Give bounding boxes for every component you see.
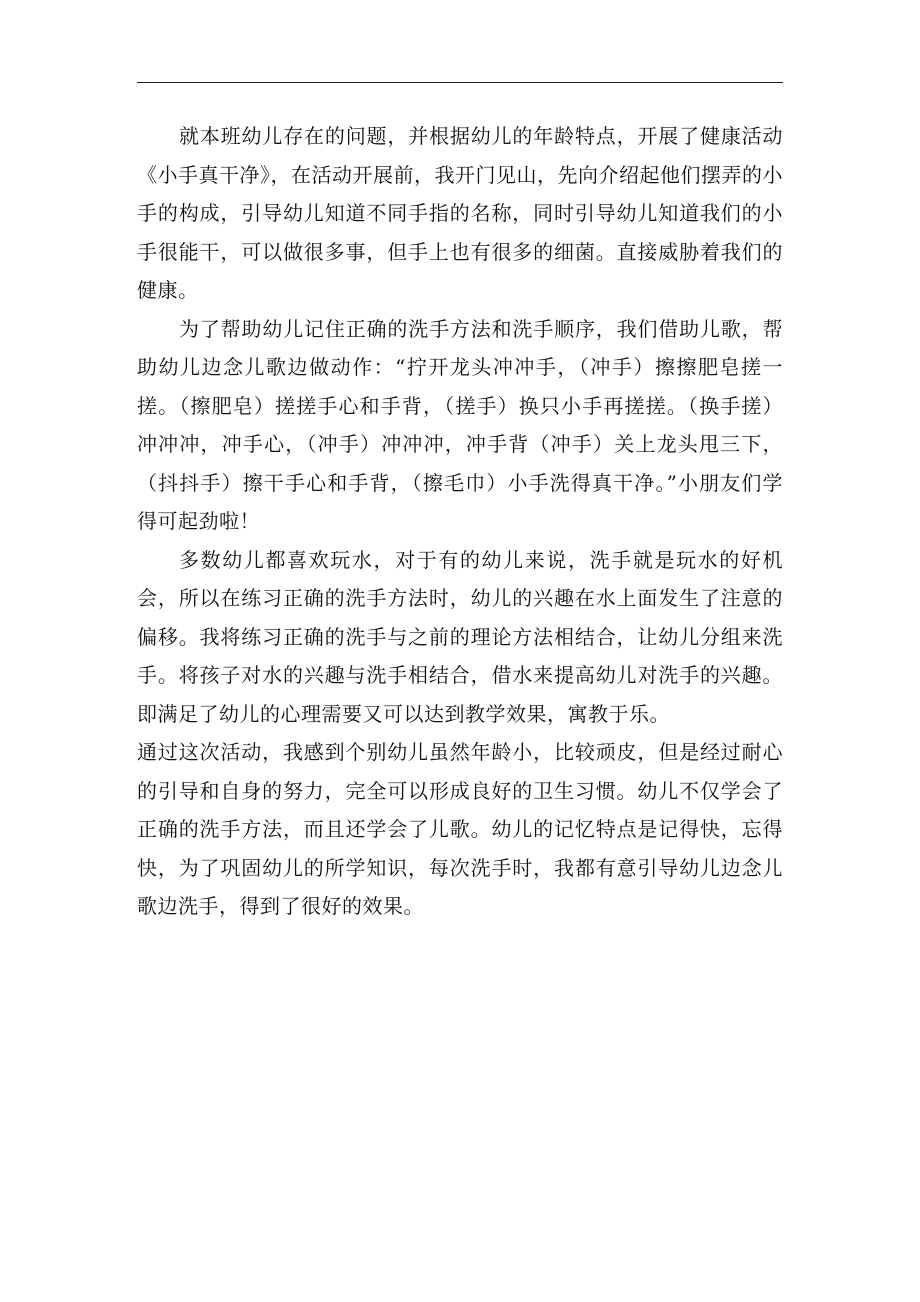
header-rule bbox=[137, 82, 783, 83]
paragraph-activity-intro: 就本班幼儿存在的问题，并根据幼儿的年龄特点，开展了健康活动《小手真干净》，在活动开展前，我开门见山，先向介绍起他们摆弄的小手的构成，引导幼儿知道不同手指的名称，同时引导幼儿知道我们的小手很能干，可以做很多事，但手上也有很多的细菌。直接威胁着我们的健康。 bbox=[137, 124, 783, 302]
paragraph-reflection: 通过这次活动，我感到个别幼儿虽然年龄小，比较顽皮，但是经过耐心的引导和自身的努力，完全可以形成良好的卫生习惯。幼儿不仅学会了正确的洗手方法，而且还学会了儿歌。幼儿的记忆特点是记得快，忘得快，为了巩固幼儿的所学知识，每次洗手时，我都有意引导幼儿边念儿歌边洗手，得到了很好的效果。 bbox=[137, 740, 783, 918]
paragraph-handwashing-song: 为了帮助幼儿记住正确的洗手方法和洗手顺序，我们借助儿歌，帮助幼儿边念儿歌边做动作：“拧开龙头冲冲手，（冲手）擦擦肥皂搓一搓。（擦肥皂）搓搓手心和手背，（搓手）换只小手再搓搓。（换手搓）冲冲冲，冲手心，（冲手）冲冲冲，冲手背（冲手）关上龙头甩三下，（抖抖手）擦干手心和手背，（擦毛巾）小手洗得真干净。”小朋友们学得可起劲啦！ bbox=[137, 316, 783, 533]
document-body bbox=[137, 117, 783, 926]
paragraph-water-interest: 多数幼儿都喜欢玩水，对于有的幼儿来说，洗手就是玩水的好机会，所以在练习正确的洗手方法时，幼儿的兴趣在水上面发生了注意的偏移。我将练习正确的洗手与之前的理论方法相结合，让幼儿分组来洗手。将孩子对水的兴趣与洗手相结合，借水来提高幼儿对洗手的兴趣。即满足了幼儿的心理需要又可以达到教学效果，寓教于乐。 bbox=[137, 547, 783, 726]
